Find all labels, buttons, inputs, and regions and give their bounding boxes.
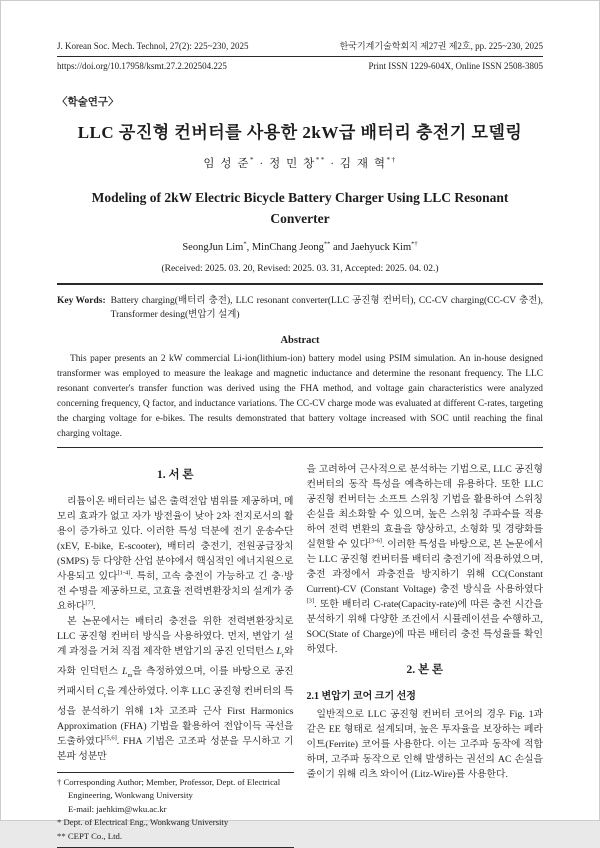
citation-ref: [1-4] xyxy=(118,570,131,577)
body-paragraph xyxy=(57,614,294,764)
text-run: 일반적으로 LLC 공진형 컨버터 코어의 경우 Fig. 1과 같은 EE 형태로 설계되며, 높은 투자율을 보장하는 페라이트(Ferrite) 코어를 사용한다. 이는 고주파 동작에 적합하며, 고주파 동작으로 인해 발생하는 권선의 AC 손실을 줄이기 위해 리츠 와이어 (Litz-Wire)를 사용한다. xyxy=(307,709,544,780)
math-subscript: m xyxy=(128,673,133,679)
right-column xyxy=(307,462,544,848)
issn-info: Print ISSN 1229-604X, Online ISSN 2508-3805 xyxy=(368,61,543,72)
author-name: MinChang Jeong xyxy=(252,242,324,253)
math-subscript: r xyxy=(104,693,106,699)
citation-ref: [7] xyxy=(85,600,93,607)
citation-ref: [5,6] xyxy=(104,735,116,742)
author-name: 임 성 준 xyxy=(203,158,250,170)
authors-korean xyxy=(57,155,543,171)
abstract-heading: Abstract xyxy=(57,335,543,346)
keywords-label: Key Words: xyxy=(57,294,106,322)
author-name: SeongJun Lim xyxy=(182,242,243,253)
section-heading: 1. 서 론 xyxy=(57,468,294,483)
footnote-email: E-mail: jaehkim@wku.ac.kr xyxy=(57,803,294,817)
author-separator: · xyxy=(255,158,269,170)
left-column-content xyxy=(57,462,294,764)
text-run: . xyxy=(93,601,95,612)
section-heading: 2. 본 론 xyxy=(307,663,544,678)
journal-name-korean: 한국기계기술학회지 제27권 제2호, pp. 225~230, 2025 xyxy=(340,41,543,52)
author-separator: , xyxy=(247,242,252,253)
article-title-korean: LLC 공진형 컨버터를 사용한 2kW급 배터리 충전기 모델링 xyxy=(57,118,543,143)
author-affiliation-mark: *† xyxy=(411,241,418,248)
footnote-marker: † xyxy=(57,777,64,787)
title-line: Modeling of 2kW Electric Bicycle Battery Charger Using LLC Resonant xyxy=(57,187,543,208)
footnote-item xyxy=(57,816,294,830)
text-run: . FHA 기법은 고조파 성분을 무시하고 기본파 성분만 xyxy=(57,736,294,762)
footnote-item xyxy=(57,776,294,803)
author-affiliation-mark: ** xyxy=(324,241,331,248)
text-run: 와 자화 인덕턴스 xyxy=(57,646,294,677)
text-run: 리튬이온 배터리는 넓은 출력전압 범위를 제공하며, 메모리 효과가 없고 자가 방전율이 낮아 2차 전지로서의 활용이 증가하고 있다. 이러한 특성 덕분에 전기 운송수단(xEV, E-bike, E-scooter), 배터리 충전기, 전원공급장치(SMPS) 등 다양한 산업 분야에서 핵심적인 에너지원으로 사용되고 있다 xyxy=(57,496,294,582)
journal-name: J. Korean Soc. Mech. Technol, 27(2): 225~230, 2025 xyxy=(57,41,249,52)
author-affiliation-mark: * xyxy=(243,241,246,248)
math-symbol: L xyxy=(277,646,282,657)
footnote-block xyxy=(57,772,294,848)
math-symbol: C xyxy=(97,686,104,697)
text-run: 을 고려하여 근사적으로 분석하는 기법으로, LLC 공진형 컨버터의 동작 특성을 예측하는데 유용하다. 또한 LLC 공진형 컨버터는 소프트 스위칭 기법을 활용하여 스위칭 손실을 최소화할 수 있으며, 높은 스위칭 주파수를 적용하여 전력 변환의 효율을 향상하고, 소형화 및 경량화를 실현할 수 있다 xyxy=(307,464,544,550)
footnote-text: Dept. of Electrical Eng., Wonkwang University xyxy=(64,817,229,827)
received-revised-accepted-dates: (Received: 2025. 03. 20, Revised: 2025. 03. 31, Accepted: 2025. 04. 02.) xyxy=(57,264,543,285)
text-run: . 특히, 고속 충전이 가능하고 긴 충·방전 수명을 제공하므로, 고효율 전력변환장치의 설계가 중요하다 xyxy=(57,571,294,612)
author-affiliation-mark: * xyxy=(250,156,255,164)
abstract-text: This paper presents an 2 kW commercial Li-ion(lithium-ion) battery model using PSIM simulation. An in-house designed transformer was employed to measure the leakage and magnetic inductance and determine the resonant frequency. The LLC resonant converter's transfer function was derived using the FHA method, and voltage gain characteristics were analyzed concerning frequency, Q factor, and inductance variations. The CC-CV charge mode was evaluated at different C-rates, targeting the charging voltage for e-bikes. The results demonstrated that battery voltage increased with SOC until reaching the final charging voltage. xyxy=(57,352,543,448)
keywords-block xyxy=(57,294,543,322)
body-paragraph xyxy=(57,494,294,614)
text-run: . 또한 배터리 C-rate(Capacity-rate)에 따른 충전 시간을 분석하기 위해 다양한 조건에서 시뮬레이션을 수행하고, SOC(State of Charge)에 따른 배터리 충전 특성율를 확인하였다. xyxy=(307,599,544,655)
journal-header xyxy=(57,41,543,72)
author-affiliation-mark: *† xyxy=(386,156,396,164)
author-affiliation-mark: ** xyxy=(316,156,326,164)
text-run: 본 논문에서는 배터리 충전을 위한 전력변환장치로 LLC 공진형 컨버터 방식을 사용하였다. 먼저, 변압기 설계 과정을 거쳐 직접 제작한 변압기의 공진 인덕턴스 xyxy=(57,616,294,657)
footnote-marker: ** xyxy=(57,831,68,841)
author-separator: and xyxy=(330,242,350,253)
authors-english xyxy=(57,242,543,253)
author-separator: · xyxy=(326,158,340,170)
text-run: 을 계산하였다. 이후 LLC 공진형 컨버터의 특성을 분석하기 위해 1차 고조파 근사 First Harmonics Approximation (FHA) 기법을 활용하여 전압이득 곡선을 도출하였다 xyxy=(57,686,294,747)
author-name: Jaehyuck Kim xyxy=(351,242,411,253)
text-run: . 이러한 특성을 바탕으로, 본 논문에서는 LLC 공진형 컨버터를 배터리 충전기에 적용하였으며, 충전 과정에서 과충전을 방지하기 위해 CC(Constant Current)-CV (Constant Voltage) 충전 방식을 사용하였다 xyxy=(307,539,544,595)
subsection-heading: 2.1 변압기 코어 크기 선정 xyxy=(307,689,544,704)
body-paragraph xyxy=(307,707,544,782)
footnote-marker: * xyxy=(57,817,64,827)
article-title-english xyxy=(57,187,543,229)
body-columns xyxy=(57,462,543,848)
footnote-text: Corresponding Author; Member, Professor, Dept. of Electrical Engineering, Wonkwang University xyxy=(64,777,281,801)
math-symbol: L xyxy=(122,666,127,677)
keywords-text: Battery charging(배터리 충전), LLC resonant converter(LLC 공진형 컨버터), CC-CV charging(CC-CV 충전), Transformer desing(변압기 설계) xyxy=(111,294,543,322)
left-column xyxy=(57,462,294,848)
footnote-text: CEPT Co., Ltd. xyxy=(68,831,122,841)
footnote-item xyxy=(57,830,294,844)
author-name: 정 민 창 xyxy=(269,158,316,170)
body-paragraph xyxy=(307,462,544,657)
citation-ref: [3-6] xyxy=(369,538,382,545)
title-line: Converter xyxy=(57,208,543,229)
citation-ref: [3] xyxy=(307,598,315,605)
doi-link: https://doi.org/10.17958/ksmt.27.2.202504.225 xyxy=(57,61,227,72)
author-name: 김 재 혁 xyxy=(340,158,387,170)
article-category-tag: 〈학술연구〉 xyxy=(57,94,543,109)
text-run: 을 측정하였으며, 이를 바탕으로 공진 커패시터 xyxy=(57,666,294,697)
math-subscript: r xyxy=(282,653,284,659)
